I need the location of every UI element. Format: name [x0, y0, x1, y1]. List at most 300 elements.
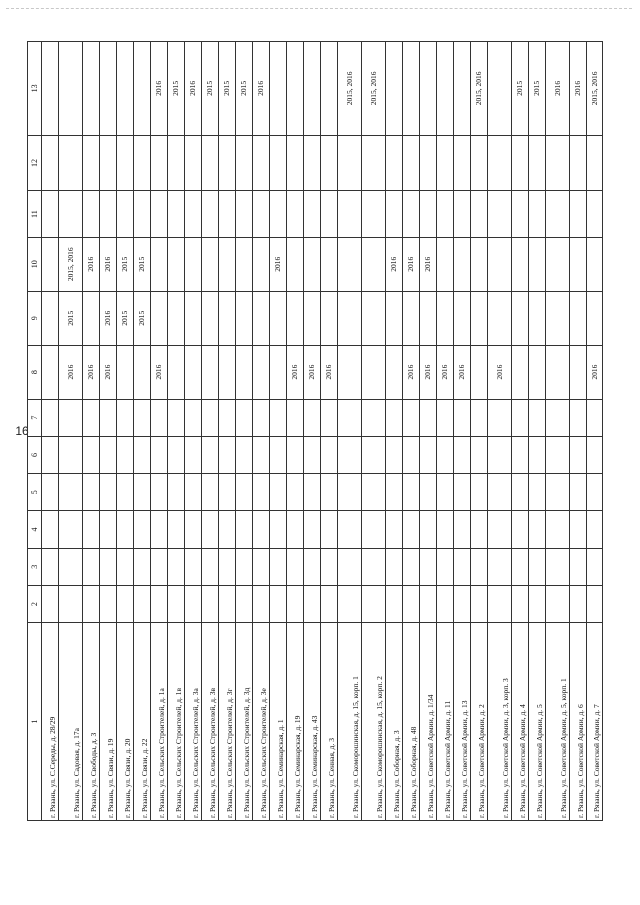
value-cell: 2016 — [546, 41, 569, 136]
value-cell — [512, 400, 528, 437]
value-cell — [185, 191, 201, 238]
value-cell — [253, 400, 269, 437]
value-cell — [151, 437, 167, 474]
value-cell — [587, 292, 602, 346]
value-cell — [338, 400, 361, 437]
value-cell — [362, 238, 385, 292]
value-cell — [512, 292, 528, 346]
value-cell — [587, 400, 602, 437]
value-cell: 2016 — [185, 41, 201, 136]
value-cell — [151, 586, 167, 623]
value-cell — [219, 346, 235, 400]
value-cell — [134, 191, 150, 238]
value-cell — [403, 41, 419, 136]
value-cell — [546, 346, 569, 400]
value-cell — [437, 474, 453, 511]
column-header: 4 — [28, 511, 41, 548]
value-cell — [83, 400, 99, 437]
value-cell — [321, 400, 337, 437]
value-cell — [437, 41, 453, 136]
value-cell — [253, 474, 269, 511]
value-cell — [100, 437, 116, 474]
column-header: 3 — [28, 549, 41, 586]
value-cell — [42, 586, 58, 623]
value-cell — [202, 474, 218, 511]
page-number: 16 — [15, 424, 29, 438]
value-cell — [287, 586, 303, 623]
value-cell — [529, 549, 545, 586]
value-cell — [270, 191, 286, 238]
value-cell — [386, 191, 402, 238]
value-cell — [403, 292, 419, 346]
value-cell — [512, 586, 528, 623]
value-cell — [512, 238, 528, 292]
value-cell — [185, 549, 201, 586]
table-row — [116, 41, 133, 821]
value-cell — [219, 191, 235, 238]
address-cell: г. Рязань, ул. Связи, д. 20 — [117, 623, 133, 821]
value-cell — [420, 41, 436, 136]
value-cell: 2015, 2016 — [362, 41, 385, 136]
value-cell: 2015 — [202, 41, 218, 136]
value-cell — [83, 41, 99, 136]
value-cell — [287, 549, 303, 586]
value-cell — [304, 400, 320, 437]
value-cell — [570, 346, 586, 400]
value-cell — [386, 437, 402, 474]
value-cell: 2016 — [403, 238, 419, 292]
value-cell — [287, 474, 303, 511]
value-cell — [202, 511, 218, 548]
value-cell — [403, 191, 419, 238]
value-cell — [270, 474, 286, 511]
value-cell — [219, 511, 235, 548]
value-cell — [117, 191, 133, 238]
address-cell: г. Рязань, ул. Семинарская, д. 43 — [304, 623, 320, 821]
value-cell — [362, 437, 385, 474]
column-header: 11 — [28, 191, 41, 238]
address-cell: г. Рязань, ул. Соборная, д. 3 — [386, 623, 402, 821]
value-cell — [202, 346, 218, 400]
address-cell: г. Рязань, ул. Советской Армии, д. 6 — [570, 623, 586, 821]
value-cell — [117, 41, 133, 136]
address-cell: г. Рязань, ул. Скоморошинская, д. 15, корп. 1 — [338, 623, 361, 821]
value-cell — [83, 549, 99, 586]
table-row — [487, 41, 511, 821]
value-cell — [42, 474, 58, 511]
address-cell: г. Рязань, ул. Сенная, д. 3 — [321, 623, 337, 821]
value-cell — [471, 238, 487, 292]
value-cell — [362, 549, 385, 586]
value-cell — [338, 437, 361, 474]
value-cell — [287, 191, 303, 238]
column-header: 7 — [28, 400, 41, 437]
value-cell — [42, 191, 58, 238]
value-cell — [338, 549, 361, 586]
value-cell: 2016 — [321, 346, 337, 400]
value-cell — [59, 549, 82, 586]
value-cell: 2016 — [100, 346, 116, 400]
value-cell — [134, 346, 150, 400]
value-cell — [42, 437, 58, 474]
value-cell — [471, 474, 487, 511]
value-cell: 2016 — [151, 41, 167, 136]
value-cell — [338, 586, 361, 623]
value-cell — [219, 400, 235, 437]
value-cell — [151, 136, 167, 192]
value-cell — [202, 400, 218, 437]
value-cell — [151, 474, 167, 511]
value-cell — [546, 586, 569, 623]
header-row — [27, 41, 41, 821]
scan-edge-line — [6, 8, 632, 9]
value-cell — [304, 238, 320, 292]
column-header: 10 — [28, 238, 41, 292]
address-cell: г. Рязань, ул. Советской Армии, д. 4 — [512, 623, 528, 821]
value-cell — [168, 292, 184, 346]
value-cell — [454, 474, 470, 511]
value-cell — [546, 136, 569, 192]
value-cell — [59, 136, 82, 192]
value-cell — [488, 136, 511, 192]
value-cell — [253, 292, 269, 346]
value-cell — [488, 549, 511, 586]
value-cell — [117, 346, 133, 400]
value-cell — [185, 511, 201, 548]
value-cell — [100, 511, 116, 548]
value-cell — [134, 586, 150, 623]
value-cell — [134, 474, 150, 511]
value-cell — [83, 586, 99, 623]
value-cell — [471, 292, 487, 346]
table-row — [201, 41, 218, 821]
value-cell — [168, 191, 184, 238]
value-cell — [117, 474, 133, 511]
value-cell — [202, 191, 218, 238]
value-cell — [529, 511, 545, 548]
address-cell: г. Рязань, ул. Связи, д. 19 — [100, 623, 116, 821]
value-cell — [587, 191, 602, 238]
address-cell: г. Рязань, ул. Семинарская, д. 19 — [287, 623, 303, 821]
value-cell — [134, 549, 150, 586]
value-cell — [83, 191, 99, 238]
value-cell — [386, 41, 402, 136]
value-cell — [570, 400, 586, 437]
value-cell: 2015 — [134, 292, 150, 346]
value-cell — [321, 586, 337, 623]
value-cell — [202, 136, 218, 192]
value-cell — [151, 191, 167, 238]
value-cell — [287, 238, 303, 292]
table-row — [167, 41, 184, 821]
value-cell — [219, 474, 235, 511]
value-cell — [587, 474, 602, 511]
value-cell — [386, 292, 402, 346]
value-cell — [338, 292, 361, 346]
value-cell — [471, 511, 487, 548]
value-cell — [362, 474, 385, 511]
value-cell — [287, 400, 303, 437]
value-cell — [321, 437, 337, 474]
value-cell — [338, 191, 361, 238]
value-cell — [512, 549, 528, 586]
value-cell — [117, 549, 133, 586]
value-cell — [529, 238, 545, 292]
value-cell — [420, 292, 436, 346]
address-cell: г. Рязань, ул. Семинарская, д. 1 — [270, 623, 286, 821]
value-cell — [362, 400, 385, 437]
value-cell — [151, 400, 167, 437]
value-cell — [236, 474, 252, 511]
value-cell: 2016 — [420, 346, 436, 400]
value-cell — [134, 400, 150, 437]
value-cell — [100, 136, 116, 192]
address-cell: г. Рязань, ул. Советской Армии, д. 2 — [471, 623, 487, 821]
value-cell — [420, 474, 436, 511]
value-cell — [546, 437, 569, 474]
value-cell — [304, 41, 320, 136]
value-cell — [304, 437, 320, 474]
value-cell — [454, 191, 470, 238]
value-cell — [437, 191, 453, 238]
value-cell — [185, 238, 201, 292]
address-cell: г. Рязань, ул. Свободы, д. 3 — [83, 623, 99, 821]
value-cell — [83, 136, 99, 192]
value-cell — [403, 437, 419, 474]
value-cell — [304, 549, 320, 586]
value-cell: 2016 — [100, 292, 116, 346]
address-cell: г. Рязань, ул. С.Середы, д. 28/29 — [42, 623, 58, 821]
address-cell: г. Рязань, ул. Сельских Строителей, д. 3а — [185, 623, 201, 821]
value-cell — [253, 511, 269, 548]
address-cell: г. Рязань, ул. Сельских Строителей, д. 3е — [253, 623, 269, 821]
address-cell: г. Рязань, ул. Советской Армии, д. 5 — [529, 623, 545, 821]
value-cell — [253, 437, 269, 474]
value-cell — [134, 41, 150, 136]
value-cell — [454, 400, 470, 437]
value-cell — [587, 136, 602, 192]
value-cell: 2016 — [403, 346, 419, 400]
value-cell: 2016 — [151, 346, 167, 400]
value-cell — [529, 437, 545, 474]
value-cell — [42, 511, 58, 548]
value-cell — [386, 511, 402, 548]
value-cell — [236, 238, 252, 292]
value-cell — [202, 292, 218, 346]
value-cell — [304, 191, 320, 238]
table-row — [133, 41, 150, 821]
value-cell — [570, 586, 586, 623]
value-cell — [185, 346, 201, 400]
value-cell — [420, 586, 436, 623]
value-cell: 2015 — [117, 292, 133, 346]
value-cell — [338, 136, 361, 192]
value-cell — [338, 238, 361, 292]
value-cell — [454, 437, 470, 474]
table-row — [569, 41, 586, 821]
value-cell — [236, 437, 252, 474]
value-cell — [270, 136, 286, 192]
table-row — [218, 41, 235, 821]
column-header: 9 — [28, 292, 41, 346]
value-cell — [321, 136, 337, 192]
value-cell — [253, 586, 269, 623]
value-cell: 2015 — [168, 41, 184, 136]
value-cell — [134, 437, 150, 474]
value-cell — [437, 238, 453, 292]
value-cell — [168, 238, 184, 292]
value-cell — [529, 191, 545, 238]
value-cell — [529, 346, 545, 400]
value-cell — [454, 238, 470, 292]
value-cell — [403, 474, 419, 511]
value-cell — [488, 41, 511, 136]
value-cell — [488, 437, 511, 474]
value-cell — [546, 549, 569, 586]
value-cell: 2015, 2016 — [59, 238, 82, 292]
value-cell — [185, 437, 201, 474]
table-row — [337, 41, 361, 821]
value-cell — [362, 136, 385, 192]
value-cell — [219, 437, 235, 474]
value-cell — [570, 238, 586, 292]
value-cell — [321, 238, 337, 292]
value-cell — [362, 346, 385, 400]
value-cell: 2016 — [59, 346, 82, 400]
value-cell — [287, 41, 303, 136]
table-row — [436, 41, 453, 821]
value-cell — [437, 400, 453, 437]
address-cell: г. Рязань, ул. Советской Армии, д. 7 — [587, 623, 602, 821]
value-cell — [253, 238, 269, 292]
value-cell: 2016 — [587, 346, 602, 400]
column-header: 1 — [28, 623, 41, 821]
value-cell: 2015 — [117, 238, 133, 292]
value-cell — [304, 136, 320, 192]
value-cell — [304, 474, 320, 511]
value-cell — [236, 549, 252, 586]
value-cell — [420, 400, 436, 437]
value-cell — [202, 549, 218, 586]
value-cell — [253, 191, 269, 238]
value-cell — [321, 292, 337, 346]
value-cell — [420, 191, 436, 238]
value-cell — [270, 346, 286, 400]
value-cell: 2016 — [83, 346, 99, 400]
value-cell — [59, 41, 82, 136]
value-cell — [454, 136, 470, 192]
value-cell — [471, 136, 487, 192]
value-cell — [587, 238, 602, 292]
address-cell: г. Рязань, ул. Соборная, д. 48 — [403, 623, 419, 821]
value-cell — [236, 136, 252, 192]
value-cell — [321, 191, 337, 238]
value-cell — [185, 136, 201, 192]
value-cell — [529, 586, 545, 623]
address-cell: г. Рязань, ул. Садовая, д. 17а — [59, 623, 82, 821]
value-cell — [168, 346, 184, 400]
address-cell: г. Рязань, ул. Сельских Строителей, д. 3в — [202, 623, 218, 821]
value-cell — [471, 346, 487, 400]
table-row — [269, 41, 286, 821]
value-cell: 2016 — [454, 346, 470, 400]
value-cell — [236, 292, 252, 346]
table-row — [303, 41, 320, 821]
table-row — [99, 41, 116, 821]
value-cell — [471, 191, 487, 238]
value-cell — [287, 136, 303, 192]
value-cell — [321, 549, 337, 586]
value-cell — [42, 41, 58, 136]
value-cell — [185, 400, 201, 437]
table-row — [545, 41, 569, 821]
value-cell — [437, 511, 453, 548]
value-cell — [42, 292, 58, 346]
value-cell: 2015, 2016 — [587, 41, 602, 136]
column-header: 12 — [28, 136, 41, 192]
value-cell — [488, 238, 511, 292]
value-cell — [253, 136, 269, 192]
value-cell — [437, 136, 453, 192]
address-cell: г. Рязань, ул. Сельских Строителей, д. 3д — [236, 623, 252, 821]
column-header: 2 — [28, 586, 41, 623]
table-row — [41, 41, 58, 821]
table-row — [528, 41, 545, 821]
value-cell — [386, 586, 402, 623]
value-cell — [321, 41, 337, 136]
value-cell — [151, 292, 167, 346]
value-cell — [42, 346, 58, 400]
table-row — [252, 41, 269, 821]
value-cell — [546, 238, 569, 292]
value-cell — [338, 474, 361, 511]
value-cell — [420, 511, 436, 548]
value-cell — [287, 437, 303, 474]
value-cell — [287, 511, 303, 548]
value-cell — [546, 474, 569, 511]
value-cell — [403, 400, 419, 437]
table-row — [470, 41, 487, 821]
value-cell — [587, 586, 602, 623]
value-cell — [134, 511, 150, 548]
value-cell — [512, 346, 528, 400]
address-cell: г. Рязань, ул. Сельских Строителей, д. 1в — [168, 623, 184, 821]
value-cell — [59, 474, 82, 511]
value-cell — [471, 549, 487, 586]
value-cell — [471, 437, 487, 474]
value-cell — [168, 437, 184, 474]
value-cell — [512, 474, 528, 511]
value-cell — [117, 400, 133, 437]
value-cell — [151, 238, 167, 292]
value-cell — [437, 586, 453, 623]
table-row — [453, 41, 470, 821]
value-cell: 2015 — [134, 238, 150, 292]
value-cell — [386, 136, 402, 192]
value-cell — [512, 437, 528, 474]
value-cell — [100, 586, 116, 623]
value-cell — [270, 437, 286, 474]
value-cell — [362, 191, 385, 238]
value-cell — [338, 346, 361, 400]
value-cell — [253, 549, 269, 586]
column-header: 13 — [28, 41, 41, 136]
value-cell — [471, 586, 487, 623]
value-cell — [59, 400, 82, 437]
value-cell — [386, 549, 402, 586]
value-cell — [168, 400, 184, 437]
address-cell: г. Рязань, ул. Сельских Строителей, д. 1а — [151, 623, 167, 821]
